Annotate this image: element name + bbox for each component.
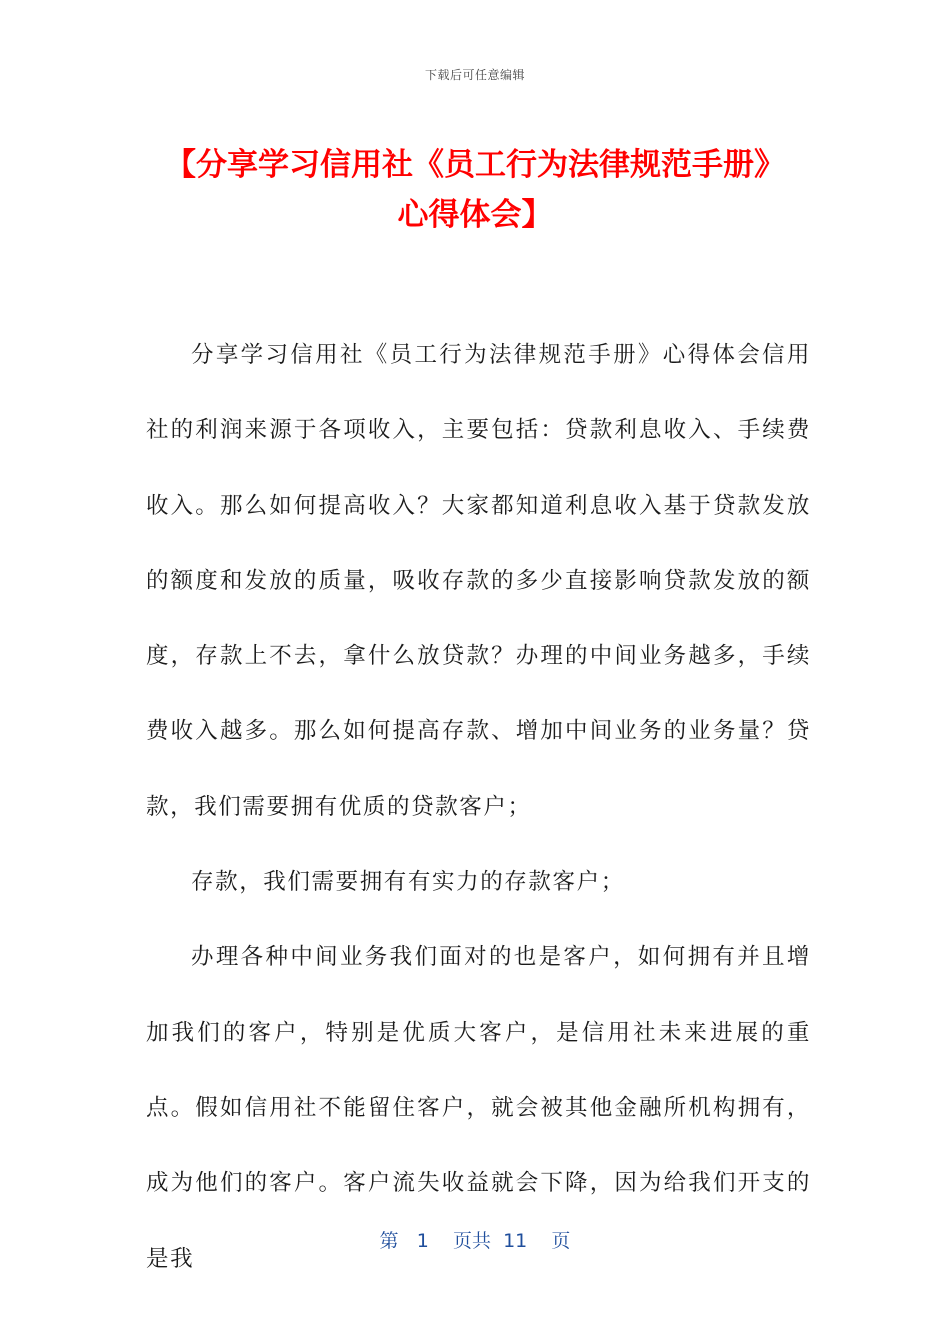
paragraph-1: 分享学习信用社《员工行为法律规范手册》心得体会信用社的利润来源于各项收入，主要包括：贷款利息收入、手续费收入。那么如何提高收入？大家都知道利息收入基于贷款发放的额度和发放的质量，吸收存款的多少直接影响贷款发放的额度，存款上不去，拿什么放贷款？办理的中间业务越多，手续费收入越多。那么如何提高存款、增加中间业务的业务量？贷款，我们需要拥有优质的贷款客户； bbox=[146, 342, 811, 820]
header-note: 下载后可任意编辑 bbox=[424, 68, 525, 82]
page-total: 11 bbox=[503, 1230, 528, 1252]
document-title: 【分享学习信用社《员工行为法律规范手册》心得体会】 bbox=[165, 147, 785, 233]
page-current: 1 bbox=[416, 1230, 429, 1252]
page-middle: 页共 bbox=[452, 1230, 491, 1252]
page-suffix: 页 bbox=[551, 1230, 571, 1252]
page-prefix: 第 bbox=[379, 1230, 399, 1252]
page-footer bbox=[0, 1226, 950, 1253]
document-body bbox=[146, 318, 811, 1297]
paragraph-3: 办理各种中间业务我们面对的也是客户，如何拥有并且增加我们的客户，特别是优质大客户，是信用社未来进展的重点。假如信用社不能留住客户，就会被其他金融所机构拥有，成为他们的客户。客户流失收益就会下降，因为给我们开支的是我 bbox=[146, 944, 811, 1272]
paragraph-2: 存款，我们需要拥有有实力的存款客户； bbox=[191, 869, 625, 896]
